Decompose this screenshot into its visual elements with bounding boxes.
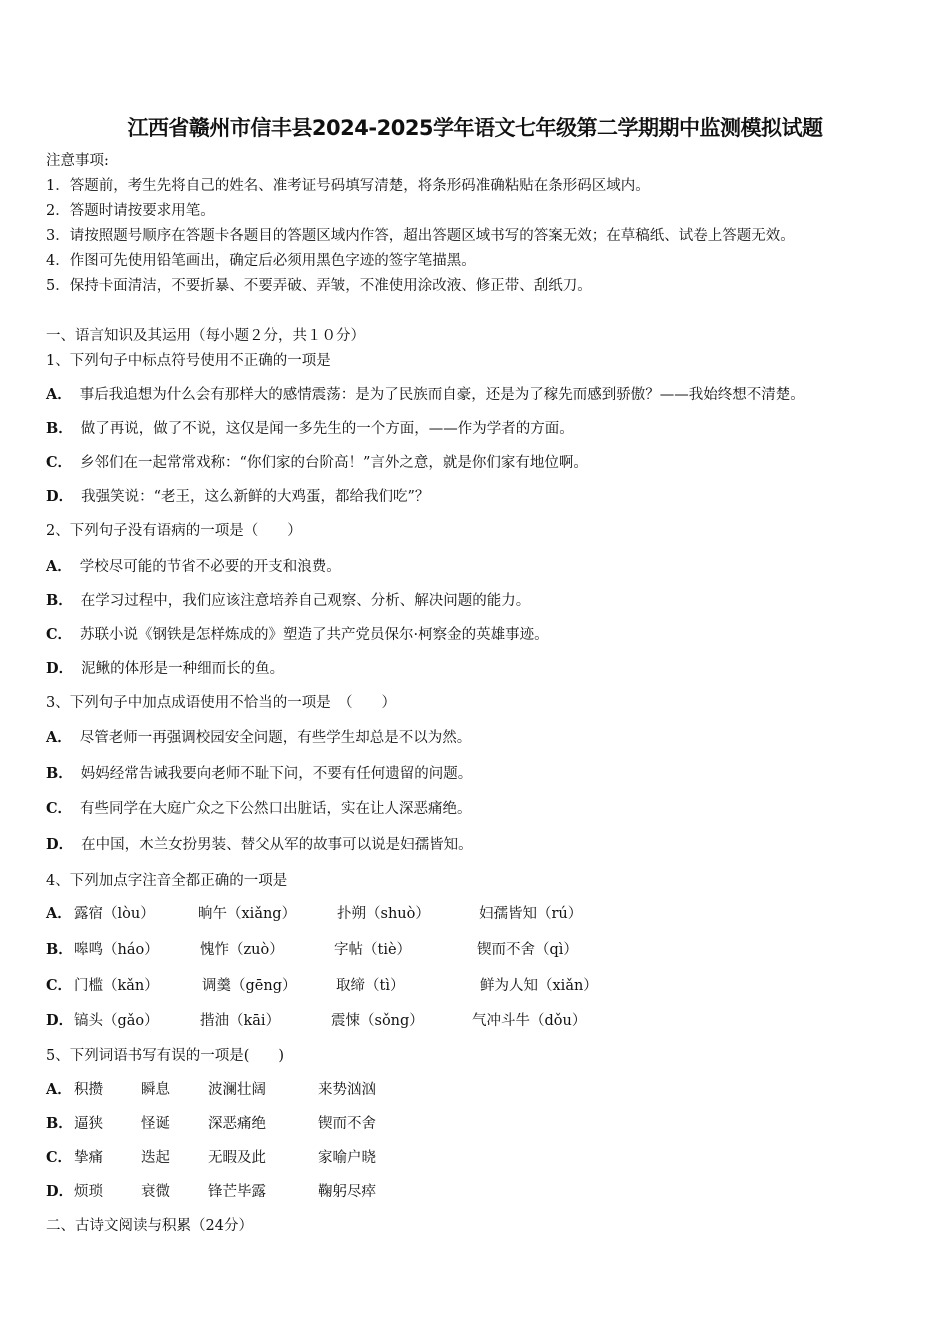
option-label: D．: [46, 836, 74, 853]
option-label: B．: [46, 420, 73, 437]
option-c: [46, 799, 472, 819]
option-label: B．: [46, 941, 73, 958]
option-label: C．: [46, 977, 73, 994]
option-item: 晌午（xiǎng）: [198, 906, 297, 922]
option-item: 嗥鸣（háo）: [74, 942, 159, 958]
notice-item: 1．答题前，考生先将自己的姓名、准考证号码填写清楚，将条形码准确粘贴在条形码区域内。: [46, 178, 650, 194]
option-item: 揩油（kāi）: [200, 1013, 281, 1029]
option-item: 家喻户晓: [318, 1150, 376, 1166]
notice-item: 3．请按照题号顺序在答题卡各题目的答题区域内作答，超出答题区域书写的答案无效；在草稿纸、试卷上答题无效。: [46, 228, 795, 244]
option-text: 在中国，木兰女扮男装、替父从军的故事可以说是妇孺皆知。: [81, 837, 473, 853]
option-text: 尽管老师一再强调校园安全问题，有些学生却总是不以为然。: [79, 730, 472, 746]
exam-title: 江西省赣州市信丰县2024-2025学年语文七年级第二学期期中监测模拟试题: [127, 116, 823, 140]
option-item: 妇孺皆知（rú）: [479, 906, 583, 922]
option-label: A．: [46, 905, 72, 922]
option-label: A．: [46, 1081, 72, 1098]
option-item: 无暇及此: [208, 1150, 266, 1166]
option-item: 取缔（tì）: [336, 978, 405, 994]
notice-heading: 注意事项:: [46, 153, 109, 169]
option-item: 积攒: [74, 1082, 103, 1098]
option-item: 露宿（lòu）: [74, 906, 155, 922]
option-b: [46, 591, 530, 611]
option-text: 乡邻们在一起常常戏称：“你们家的台阶高！”言外之意，就是你们家有地位啊。: [80, 455, 588, 471]
option-text: 泥鳅的体形是一种细而长的鱼。: [81, 661, 285, 677]
option-a: [46, 557, 341, 577]
option-item: 震悚（sǒng）: [331, 1013, 424, 1029]
option-text: 妈妈经常告诫我要向老师不耻下问，不要有任何遗留的问题。: [80, 766, 473, 782]
option-item: 镐头（gǎo）: [74, 1013, 159, 1029]
option-item: 烦琐: [74, 1184, 103, 1200]
option-item: 瞬息: [141, 1082, 170, 1098]
option-label: A．: [46, 558, 72, 575]
option-label: C．: [46, 800, 73, 817]
option-label: D．: [46, 660, 74, 677]
option-item: 来势汹汹: [318, 1082, 376, 1098]
question-stem: 1、下列句子中标点符号使用不正确的一项是: [46, 353, 331, 369]
option-item: 怪诞: [141, 1116, 170, 1132]
option-item: 调羹（gēng）: [202, 978, 297, 994]
option-item: 鲜为人知（xiǎn）: [480, 978, 598, 994]
option-b: [46, 419, 574, 439]
option-text: 有些同学在大庭广众之下公然口出脏话，实在让人深恶痛绝。: [80, 801, 472, 817]
notice-item: 4．作图可先使用铅笔画出，确定后必须用黑色字迹的签字笔描黑。: [46, 253, 476, 269]
option-item: 气冲斗牛（dǒu）: [472, 1013, 587, 1029]
section-heading: 二、古诗文阅读与积累（24分）: [46, 1218, 253, 1234]
option-text: 学校尽可能的节省不必要的开支和浪费。: [79, 559, 341, 575]
option-label: B．: [46, 765, 73, 782]
option-label: B．: [46, 1115, 73, 1132]
option-text: 在学习过程中，我们应该注意培养自己观察、分析、解决问题的能力。: [80, 593, 531, 609]
option-label: A．: [46, 386, 72, 403]
question-stem: 2、下列句子没有语病的一项是（ ）: [46, 523, 302, 539]
option-text: 我强笑说：“老王，这么新鲜的大鸡蛋，都给我们吃”？: [81, 489, 430, 505]
notice-item: 5．保持卡面清洁，不要折暴、不要弄破、弄皱，不准使用涂改液、修正带、刮纸刀。: [46, 278, 592, 294]
option-item: 衰微: [141, 1184, 170, 1200]
option-label: C．: [46, 1149, 73, 1166]
option-item: 深恶痛绝: [208, 1116, 266, 1132]
option-d: [46, 659, 284, 679]
option-label: B．: [46, 592, 73, 609]
option-item: 挚痛: [74, 1150, 103, 1166]
notice-item: 2．答题时请按要求用笔。: [46, 203, 215, 219]
option-item: 迭起: [141, 1150, 170, 1166]
option-label: C．: [46, 626, 73, 643]
option-item: 锲而不舍: [318, 1116, 376, 1132]
option-item: 鞠躬尽瘁: [318, 1184, 376, 1200]
option-item: 波澜壮阔: [208, 1082, 266, 1098]
question-stem: 4、下列加点字注音全都正确的一项是: [46, 873, 288, 889]
option-d: [46, 487, 429, 507]
question-stem: 3、下列句子中加点成语使用不恰当的一项是 （ ）: [46, 695, 396, 711]
option-item: 愧怍（zuò）: [200, 942, 284, 958]
option-a: [46, 385, 805, 405]
option-text: 苏联小说《钢铁是怎样炼成的》塑造了共产党员保尔·柯察金的英雄事迹。: [80, 627, 549, 643]
question-stem: 5、下列词语书写有误的一项是( ): [46, 1048, 285, 1064]
option-label: D．: [46, 1012, 74, 1029]
option-text: 做了再说，做了不说，这仅是闻一多先生的一个方面，——作为学者的方面。: [80, 421, 574, 437]
option-d: [46, 835, 473, 855]
option-label: D．: [46, 1183, 74, 1200]
option-c: [46, 625, 549, 645]
option-text: 事后我追想为什么会有那样大的感情震荡：是为了民族而自豪，还是为了稼先而感到骄傲？——我始终想不清楚。: [79, 387, 805, 403]
option-b: [46, 764, 472, 784]
option-label: D．: [46, 488, 74, 505]
option-label: A．: [46, 729, 72, 746]
section-heading: 一、语言知识及其运用（每小题２分，共１０分）: [46, 328, 365, 344]
option-a: [46, 728, 471, 748]
option-item: 门槛（kǎn）: [74, 978, 159, 994]
option-label: C．: [46, 454, 73, 471]
option-item: 逼狭: [74, 1116, 103, 1132]
option-item: 锲而不舍（qì）: [477, 942, 578, 958]
option-item: 扑朔（shuò）: [337, 906, 430, 922]
option-c: [46, 453, 588, 473]
option-item: 字帖（tiè）: [334, 942, 412, 958]
option-item: 锋芒毕露: [208, 1184, 266, 1200]
